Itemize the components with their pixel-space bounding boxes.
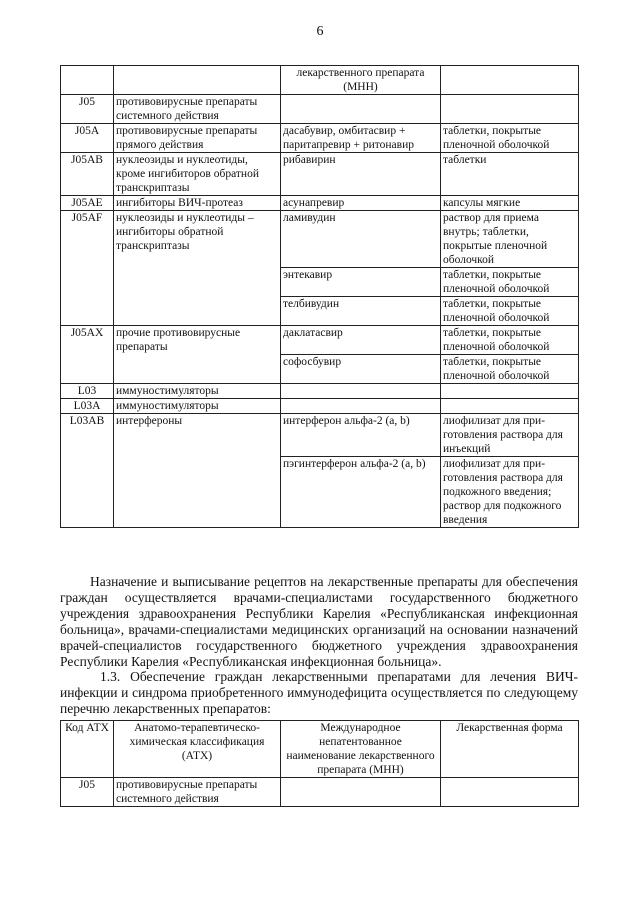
form-cell: лиофилизат для при-готовления раствора для инъекций [441, 414, 579, 457]
table-header-row [61, 721, 579, 778]
atc-code-cell: J05AE [61, 196, 114, 211]
atc-code-cell: L03A [61, 399, 114, 414]
table-row [61, 211, 579, 268]
atc-code-cell: J05 [61, 778, 114, 807]
inn-cell: пэгинтерферон альфа-2 (a, b) [281, 457, 441, 528]
header-inn: Международное непатентованное наименование лекарственного препарата (МНН) [281, 721, 441, 778]
table-row [61, 124, 579, 153]
atc-name-cell: нуклеозиды и нуклеотиды, кроме ингибиторов обратной транскриптазы [114, 153, 281, 196]
table-row [61, 196, 579, 211]
inn-cell: дасабувир, омбитасвир + паритапревир + ритонавир [281, 124, 441, 153]
table-row [61, 778, 579, 807]
atc-code-cell: L03 [61, 384, 114, 399]
prescription-paragraph: Назначение и выписывание рецептов на лекарственные препараты для обеспечения граждан осуществляется врачами-специалистами государственного бюджетного учреждения здравоохранения Республики Карелия «Республиканская инфекционная больница», врачами-специалистами медицинских организаций на основании назначений врачей-специалистов государственного бюджетного учреждения здравоохранения Республики Карелия «Республиканская инфекционная больница». [60, 574, 578, 669]
atc-code-cell: J05AX [61, 326, 114, 384]
atc-name-cell: иммуностимуляторы [114, 399, 281, 414]
table-continuation-row [61, 66, 579, 95]
inn-cell: даклатасвир [281, 326, 441, 355]
form-cell [441, 95, 579, 124]
empty-cell [441, 66, 579, 95]
form-cell [441, 399, 579, 414]
atc-name-cell: прочие противовирусные препараты [114, 326, 281, 384]
table-row [61, 384, 579, 399]
form-cell [441, 384, 579, 399]
header-form: Лекарственная форма [441, 721, 579, 778]
table-row [61, 414, 579, 457]
empty-cell [114, 66, 281, 95]
page-number: 6 [316, 24, 324, 39]
form-cell: таблетки, покрытые пленочной оболочкой [441, 326, 579, 355]
form-cell: таблетки, покрытые пленочной оболочкой [441, 355, 579, 384]
table-row [61, 326, 579, 355]
atc-code-cell: J05AF [61, 211, 114, 326]
header-atc: Анатомо-терапевтическо-химическая классификация (АТХ) [114, 721, 281, 778]
inn-cell: телбивудин [281, 297, 441, 326]
atc-name-cell: противовирусные препараты прямого действия [114, 124, 281, 153]
form-cell: раствор для приема внутрь; таблетки, покрытые пленочной оболочкой [441, 211, 579, 268]
form-cell: таблетки, покрытые пленочной оболочкой [441, 124, 579, 153]
inn-cell: энтекавир [281, 268, 441, 297]
hiv-section-paragraph: 1.3. Обеспечение граждан лекарственными препаратами для лечения ВИЧ-инфекции и синдрома приобретенного иммунодефицита осуществляется по следующему перечню лекарственных препаратов: [60, 669, 578, 716]
drug-table-continued [60, 65, 579, 528]
header-code: Код АТХ [61, 721, 114, 778]
atc-name-cell: противовирусные препараты системного действия [114, 95, 281, 124]
table-row [61, 153, 579, 196]
inn-cell: интерферон альфа-2 (a, b) [281, 414, 441, 457]
form-cell: таблетки, покрытые пленочной оболочкой [441, 297, 579, 326]
inn-cell: асунапревир [281, 196, 441, 211]
form-cell: капсулы мягкие [441, 196, 579, 211]
inn-cell [281, 95, 441, 124]
form-cell [441, 778, 579, 807]
table-row [61, 399, 579, 414]
inn-cell [281, 778, 441, 807]
atc-name-cell: интерфероны [114, 414, 281, 528]
atc-name-cell: нуклеозиды и нуклеотиды – ингибиторы обратной транскриптазы [114, 211, 281, 326]
inn-cell: софосбувир [281, 355, 441, 384]
table-row [61, 95, 579, 124]
form-cell: таблетки, покрытые пленочной оболочкой [441, 268, 579, 297]
form-cell: лиофилизат для при-готовления раствора для подкожного введения; раствор для подкожного введения [441, 457, 579, 528]
form-cell: таблетки [441, 153, 579, 196]
atc-name-cell: иммуностимуляторы [114, 384, 281, 399]
inn-cell [281, 384, 441, 399]
atc-name-cell: противовирусные препараты системного действия [114, 778, 281, 807]
hiv-drug-table [60, 720, 579, 807]
inn-cell [281, 399, 441, 414]
atc-code-cell: L03AB [61, 414, 114, 528]
atc-code-cell: J05AB [61, 153, 114, 196]
inn-cell: ламивудин [281, 211, 441, 268]
header-inn-continued: лекарственного препарата (МНН) [281, 66, 441, 95]
atc-code-cell: J05 [61, 95, 114, 124]
inn-cell: рибавирин [281, 153, 441, 196]
empty-cell [61, 66, 114, 95]
atc-code-cell: J05A [61, 124, 114, 153]
atc-name-cell: ингибиторы ВИЧ-протеаз [114, 196, 281, 211]
